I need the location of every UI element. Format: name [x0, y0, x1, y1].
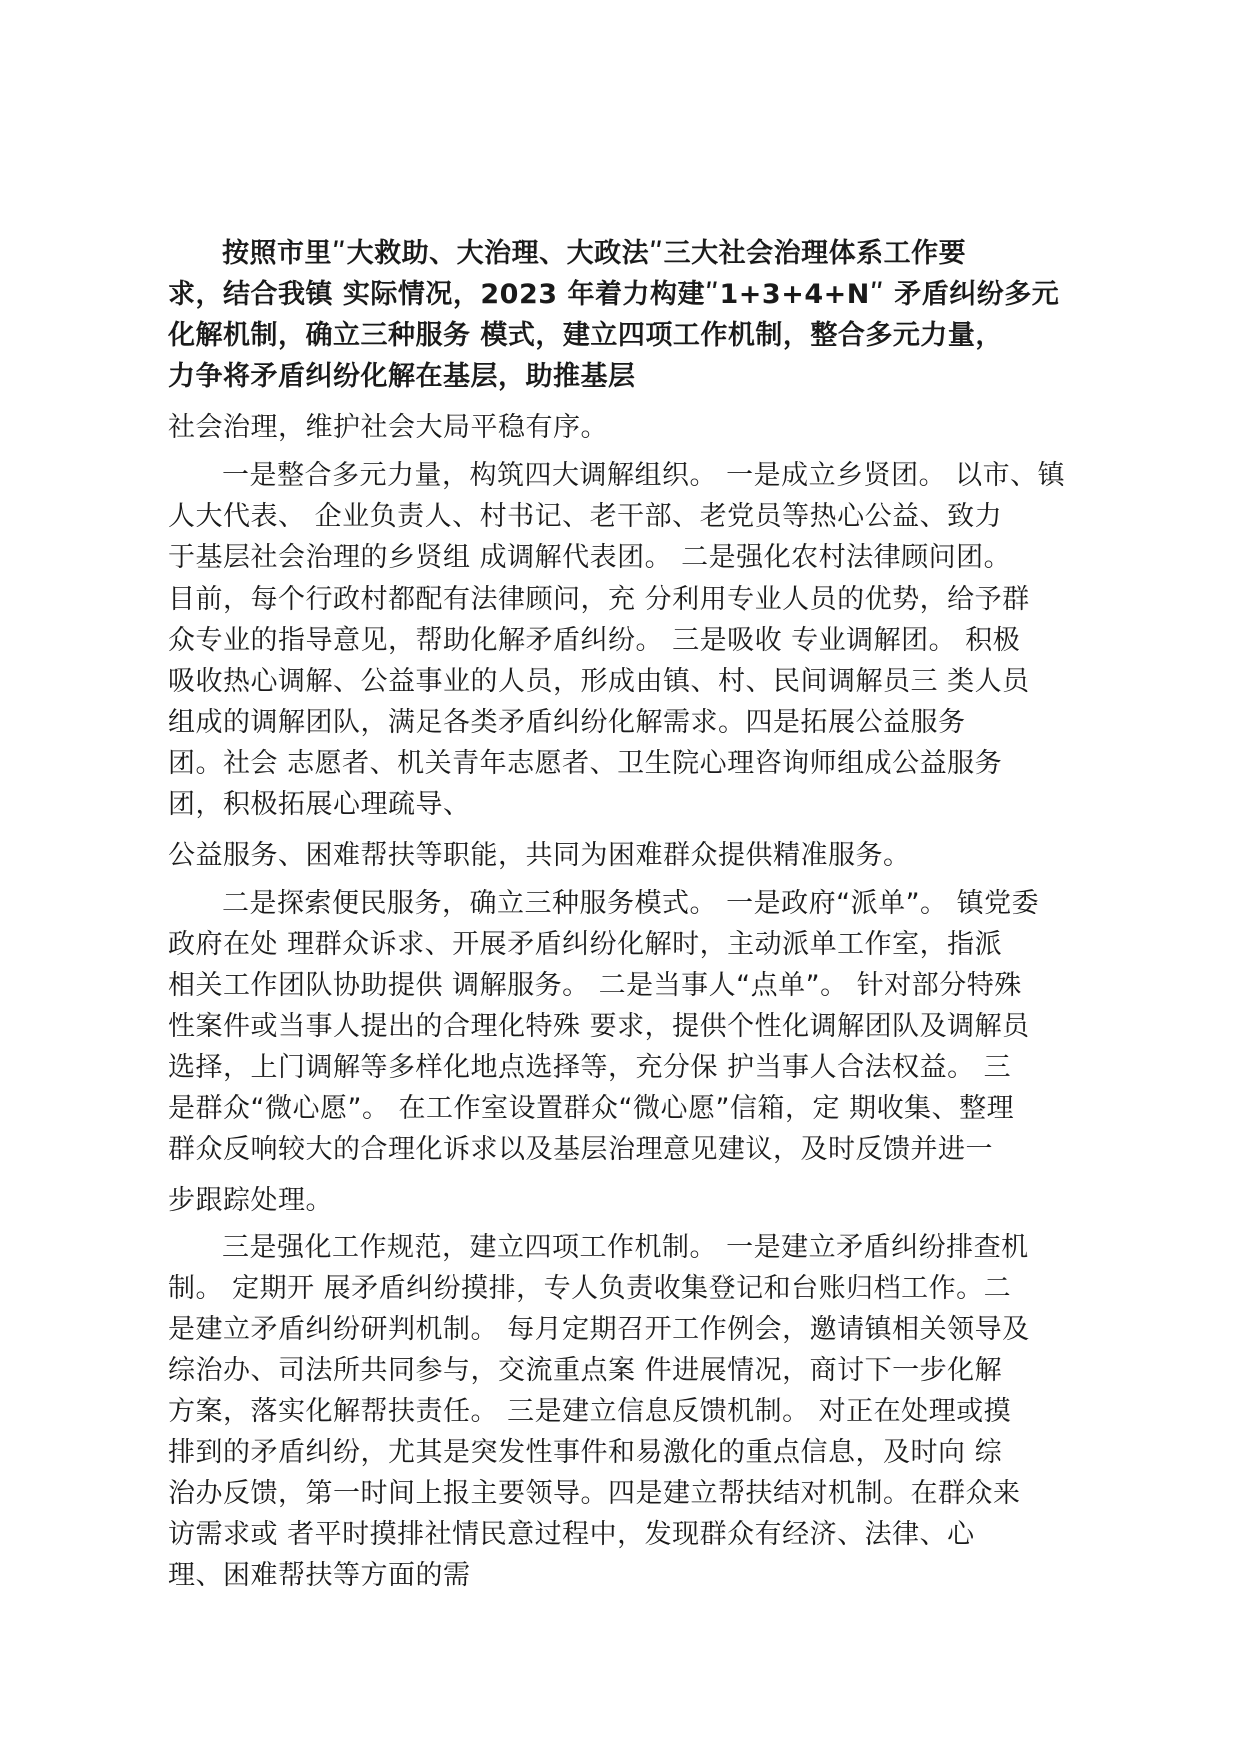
paragraph-2-line-5: 众专业的指导意见，帮助化解矛盾纠纷。 三是吸收 专业调解团。 积极 [168, 625, 1021, 656]
paragraph-3-line-1: 二是探索便民服务，确立三种服务模式。 一是政府“派单”。 镇党委 [222, 888, 1040, 919]
paragraph-3-line-2: 政府在处 理群众诉求、开展矛盾纠纷化解时，主动派单工作室，指派 [168, 929, 1003, 960]
paragraph-4-line-3: 是建立矛盾纠纷研判机制。 每月定期召开工作例会，邀请镇相关领导及 [168, 1314, 1030, 1345]
paragraph-4-line-2: 制。 定期开 展矛盾纠纷摸排，专人负责收集登记和台账归档工作。二 [168, 1273, 1012, 1304]
paragraph-2-line-1: 一是整合多元力量，构筑四大调解组织。 一是成立乡贤团。 以市、镇 [222, 460, 1066, 491]
paragraph-2-line-10: 公益服务、困难帮扶等职能，共同为困难群众提供精准服务。 [168, 840, 911, 871]
paragraph-1-line-4: 力争将矛盾纠纷化解在基层，助推基层 [168, 361, 636, 392]
paragraph-3-line-8: 步跟踪处理。 [168, 1185, 333, 1216]
paragraph-4-line-7: 治办反馈，第一时间上报主要领导。四是建立帮扶结对机制。在群众来 [168, 1478, 1021, 1509]
paragraph-4-line-1: 三是强化工作规范，建立四项工作机制。 一是建立矛盾纠纷排查机 [222, 1232, 1029, 1263]
paragraph-3-line-7: 群众反响较大的合理化诉求以及基层治理意见建议，及时反馈并进一 [168, 1134, 993, 1165]
paragraph-3-line-6: 是群众“微心愿”。 在工作室设置群众“微心愿”信箱，定 期收集、整理 [168, 1093, 1015, 1124]
paragraph-2-line-4: 目前，每个行政村都配有法律顾问，充 分利用专业人员的优势，给予群 [168, 584, 1030, 615]
paragraph-4-line-4: 综治办、司法所共同参与，交流重点案 件进展情况，商讨下一步化解 [168, 1355, 1003, 1386]
paragraph-2-line-3: 于基层社会治理的乡贤组 成调解代表团。 二是强化农村法律顾问团。 [168, 542, 1012, 573]
paragraph-3-line-5: 选择，上门调解等多样化地点选择等，充分保 护当事人合法权益。 三 [168, 1052, 1012, 1083]
paragraph-4-line-9: 理、困难帮扶等方面的需 [168, 1560, 471, 1591]
paragraph-4-line-8: 访需求或 者平时摸排社情民意过程中，发现群众有经济、法律、心 [168, 1519, 975, 1550]
paragraph-2-line-7: 组成的调解团队，满足各类矛盾纠纷化解需求。四是拓展公益服务 [168, 707, 966, 738]
paragraph-1-line-5: 社会治理，维护社会大局平稳有序。 [168, 412, 608, 443]
paragraph-2-line-2: 人大代表、 企业负责人、村书记、老干部、老党员等热心公益、致力 [168, 501, 1003, 532]
paragraph-2-line-8: 团。社会 志愿者、机关青年志愿者、卫生院心理咨询师组成公益服务 [168, 748, 1003, 779]
paragraph-2-line-9: 团，积极拓展心理疏导、 [168, 789, 471, 820]
paragraph-1-line-2: 求，结合我镇 实际情况，2023 年着力构建ʺ1+3+4+Nʺ 矛盾纠纷多元 [168, 279, 1060, 310]
paragraph-1-line-1: 按照市里ʺ大救助、大治理、大政法ʺ三大社会治理体系工作要 [222, 238, 967, 269]
paragraph-2-line-6: 吸收热心调解、公益事业的人员，形成由镇、村、民间调解员三 类人员 [168, 666, 1030, 697]
paragraph-4-line-6: 排到的矛盾纠纷，尤其是突发性事件和易激化的重点信息，及时向 综 [168, 1437, 1003, 1468]
paragraph-3-line-4: 性案件或当事人提出的合理化特殊 要求，提供个性化调解团队及调解员 [168, 1011, 1030, 1042]
paragraph-1-line-3: 化解机制，确立三种服务 模式，建立四项工作机制，整合多元力量， [168, 320, 1003, 351]
paragraph-4-line-5: 方案，落实化解帮扶责任。 三是建立信息反馈机制。 对正在处理或摸 [168, 1396, 1012, 1427]
paragraph-3-line-3: 相关工作团队协助提供 调解服务。 二是当事人“点单”。 针对部分特殊 [168, 970, 1022, 1001]
